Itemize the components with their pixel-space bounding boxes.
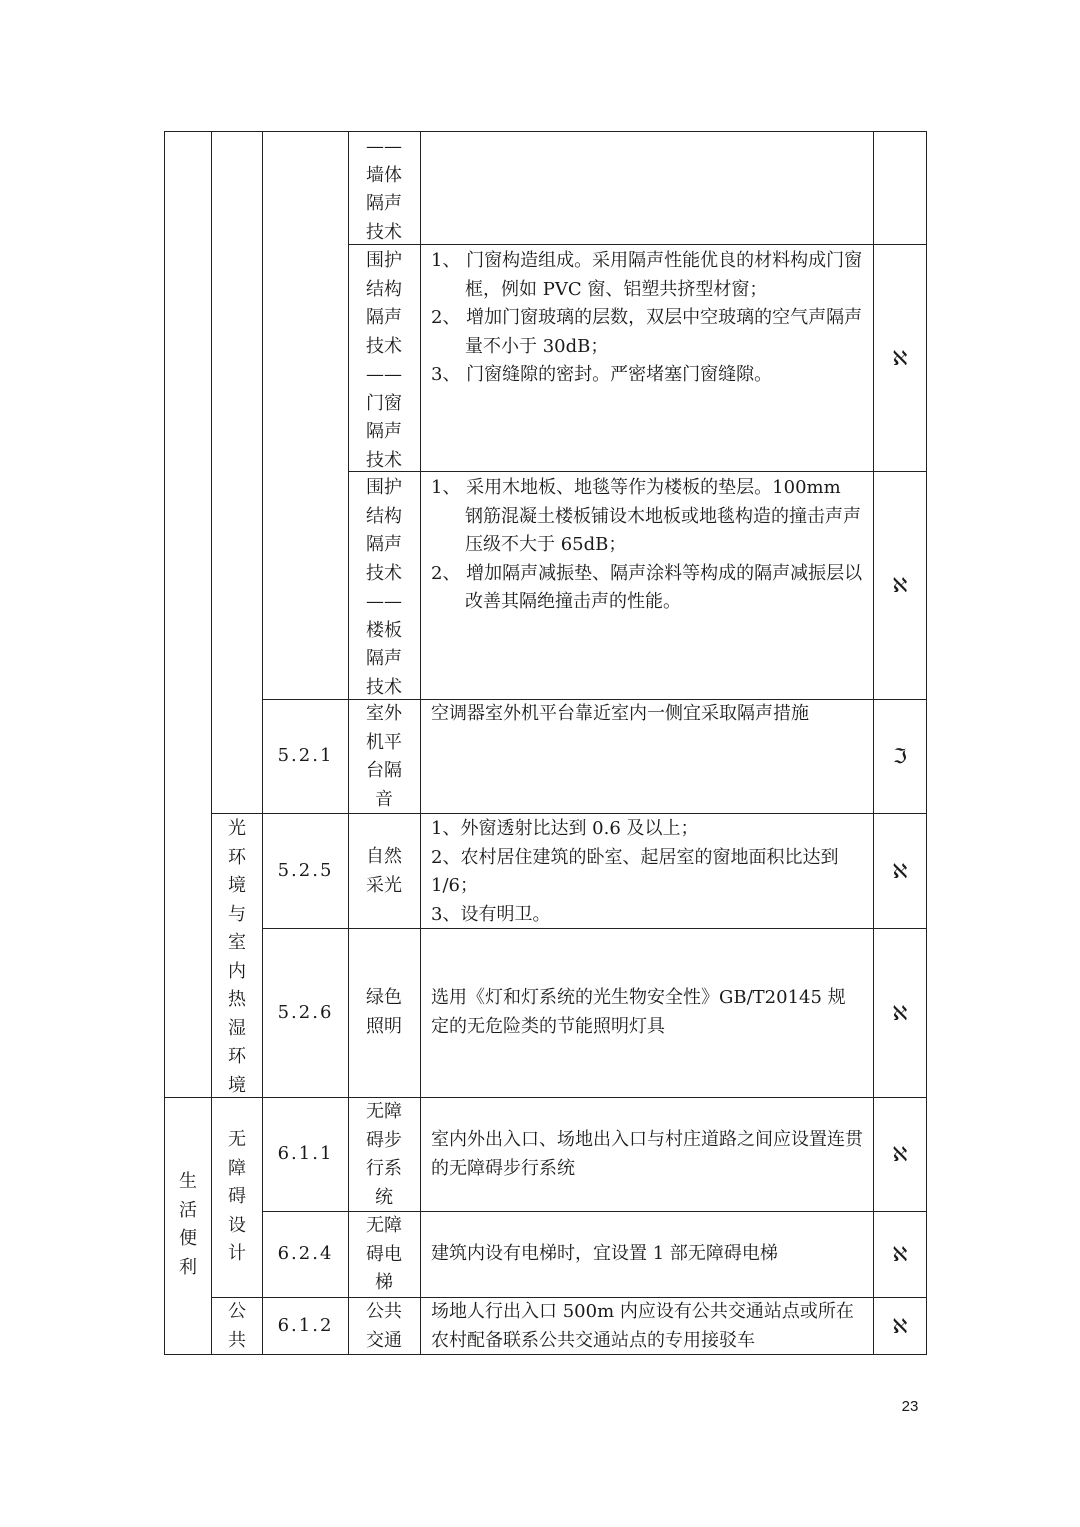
requirement-cell <box>421 1098 873 1211</box>
name-line: 隔声 <box>366 307 402 328</box>
name-line: —— <box>366 136 402 157</box>
name-line: 技术 <box>366 676 402 698</box>
indicator-name-cell <box>348 131 420 244</box>
page-number: 23 <box>901 1398 919 1415</box>
clause-code: 5.2.1 <box>277 745 334 767</box>
category-char: 生 <box>179 1171 197 1192</box>
clause-code: 5.2.5 <box>277 859 334 881</box>
category-char: 设 <box>228 1214 246 1236</box>
category-cell <box>212 1098 262 1297</box>
indicator-name-cell <box>348 814 420 928</box>
requirement-item: 3、设有明卫。 <box>431 903 551 925</box>
category-char: 公 <box>228 1301 246 1322</box>
check-mark: ℵ <box>892 1000 908 1025</box>
name-line: —— <box>366 591 402 612</box>
name-line: 机平 <box>366 731 402 753</box>
check-mark: ℵ <box>892 1313 908 1338</box>
name-line: 楼板 <box>366 619 402 641</box>
name-line: 绿色 <box>366 987 402 1008</box>
category-char: 计 <box>228 1243 246 1264</box>
name-line: 结构 <box>366 278 402 300</box>
name-line: 墙体 <box>366 164 402 186</box>
name-line: 统 <box>375 1186 393 1208</box>
category-char: 境 <box>228 875 246 896</box>
name-line: 室外 <box>366 703 402 724</box>
indicator-name-cell <box>348 700 420 813</box>
category-char: 热 <box>228 989 246 1010</box>
category-char: 无 <box>228 1129 246 1150</box>
name-line: 无障 <box>366 1101 402 1122</box>
requirement-item: 2、 增加隔声减振垫、隔声涂料等构成的隔声减振层以改善其隔绝撞击声的性能。 <box>431 562 863 612</box>
requirement-item: 场地人行出入口 500m 内应设有公共交通站点或所在农村配备联系公共交通站点的专用接驳车 <box>431 1301 854 1351</box>
category-char: 环 <box>228 1046 246 1067</box>
name-line: 门窗 <box>366 392 402 414</box>
requirement-item: 2、 增加门窗玻璃的层数，双层中空玻璃的空气声隔声量不小于 30dB； <box>431 307 863 357</box>
requirement-cell <box>421 1212 873 1297</box>
name-line: 台隔 <box>366 760 402 781</box>
name-line: 碍步 <box>366 1129 402 1151</box>
name-line: 交通 <box>366 1329 402 1351</box>
name-line: 照明 <box>366 1015 402 1037</box>
category-char: 障 <box>228 1157 246 1179</box>
clause-code: 6.1.2 <box>277 1314 334 1336</box>
name-line: 结构 <box>366 505 402 527</box>
category-cell <box>212 1298 262 1354</box>
name-line: 技术 <box>366 449 402 471</box>
check-mark: ℵ <box>892 573 908 598</box>
name-line: 隔声 <box>366 421 402 442</box>
name-line: 公共 <box>366 1301 402 1322</box>
name-line: 梯 <box>375 1272 393 1293</box>
name-line: 隔声 <box>366 193 402 214</box>
name-line: 碍电 <box>366 1243 402 1265</box>
clause-code: 5.2.6 <box>277 1001 334 1023</box>
category-char: 环 <box>228 846 246 868</box>
name-line: 自然 <box>366 846 402 867</box>
check-mark: ℑ <box>893 744 907 769</box>
requirement-item: 选用《灯和灯系统的光生物安全性》GB/T20145 规定的无危险类的节能照明灯具 <box>431 987 846 1037</box>
requirement-cell <box>421 1298 873 1354</box>
category-char: 利 <box>179 1256 197 1278</box>
name-line: 隔声 <box>366 648 402 669</box>
check-mark: ℵ <box>892 1142 908 1167</box>
indicator-name-cell <box>348 1212 420 1297</box>
clause-code: 6.2.4 <box>277 1243 334 1265</box>
indicator-name-cell <box>348 929 420 1097</box>
check-mark: ℵ <box>892 345 908 370</box>
requirement-item: 3、 门窗缝隙的密封。严密堵塞门窗缝隙。 <box>431 364 773 385</box>
check-mark: ℵ <box>892 1242 908 1267</box>
check-mark: ℵ <box>892 858 908 883</box>
indicator-name-cell <box>348 1298 420 1354</box>
name-line: 围护 <box>366 477 402 498</box>
name-line: 技术 <box>366 335 402 357</box>
category-char: 碍 <box>228 1186 246 1207</box>
category-char: 室 <box>228 932 246 953</box>
requirement-item: 2、农村居住建筑的卧室、起居室的窗地面积比达到 1/6； <box>431 846 839 896</box>
requirement-item: 1、 采用木地板、地毯等作为楼板的垫层。100mm 钢筋混凝土楼板铺设木地板或地毯构造的撞击声声压级不大于 65dB； <box>431 477 861 555</box>
requirement-cell <box>421 472 873 699</box>
table-border-right <box>926 131 927 1355</box>
requirement-cell <box>421 929 873 1097</box>
requirement-item: 建筑内设有电梯时，宜设置 1 部无障碍电梯 <box>431 1243 778 1265</box>
category-char: 活 <box>179 1199 197 1221</box>
category-cell <box>212 814 262 1097</box>
category-char: 湿 <box>228 1017 246 1039</box>
clause-code: 6.1.1 <box>277 1143 334 1165</box>
name-line: 技术 <box>366 562 402 584</box>
indicator-name-cell <box>348 472 420 699</box>
requirement-item: 1、 门窗构造组成。采用隔声性能优良的材料构成门窗框，例如 PVC 窗、铝塑共挤型材窗； <box>431 250 863 300</box>
name-line: 采光 <box>366 874 402 896</box>
name-line: 围护 <box>366 250 402 271</box>
table-border-top <box>164 131 927 132</box>
requirement-cell <box>421 700 873 813</box>
category-char: 光 <box>228 818 246 839</box>
name-line: 无障 <box>366 1215 402 1236</box>
name-line: 技术 <box>366 221 402 243</box>
name-line: —— <box>366 364 402 385</box>
category-char: 便 <box>179 1228 197 1249</box>
name-line: 行系 <box>366 1158 402 1179</box>
category-char: 与 <box>228 903 246 925</box>
requirement-item: 空调器室外机平台靠近室内一侧宜采取隔声措施 <box>431 703 809 724</box>
category-char: 内 <box>228 960 246 982</box>
indicator-name-cell <box>348 1098 420 1211</box>
requirement-cell <box>421 814 873 928</box>
requirement-item: 1、外窗透射比达到 0.6 及以上； <box>431 818 699 839</box>
category-char: 境 <box>228 1074 246 1096</box>
name-line: 音 <box>375 788 393 810</box>
name-line: 隔声 <box>366 534 402 555</box>
category-char: 共 <box>228 1329 246 1351</box>
indicator-name-cell <box>348 245 420 471</box>
requirement-cell <box>421 245 873 471</box>
requirement-item: 室内外出入口、场地出入口与村庄道路之间应设置连贯的无障碍步行系统 <box>431 1129 863 1179</box>
category-cell <box>165 1098 211 1354</box>
